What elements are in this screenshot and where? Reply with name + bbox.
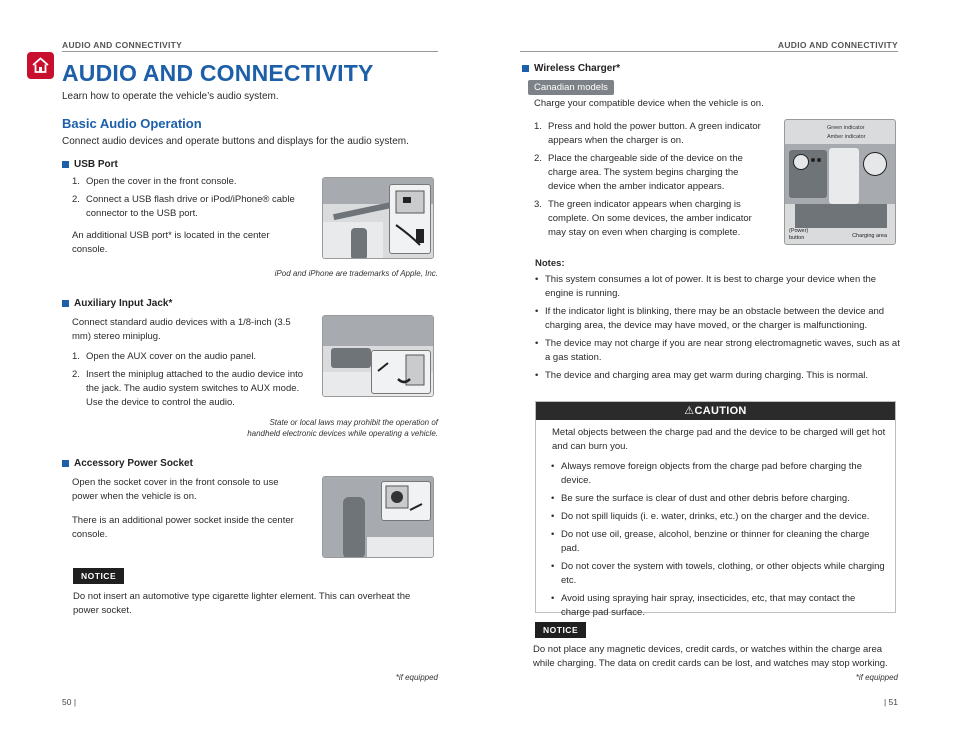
- caution-item: Do not spill liquids (i. e. water, drinks, etc.) on the charger and the device.: [561, 511, 870, 522]
- wireless-heading: [522, 63, 620, 74]
- usb-inset: [389, 184, 431, 254]
- notice-text: Do not insert an automotive type cigarette lighter element. This can overheat the power socket.: [73, 591, 411, 616]
- caution-intro: Metal objects between the charge pad and the device to be charged will get hot and can burn you.: [552, 427, 886, 452]
- list-item: [534, 198, 766, 240]
- section-marker-icon: [62, 161, 69, 168]
- step-text: Open the cover in the front console.: [86, 176, 237, 187]
- usb-body: [72, 175, 312, 257]
- notice-text: Do not place any magnetic devices, credit cards, or watches within the charge area while charging. The data on credit cards can be lost, and watches may stop working.: [533, 644, 888, 669]
- step-number: 1.: [72, 176, 80, 187]
- header-rule: [62, 51, 438, 52]
- section-intro: Connect audio devices and operate buttons and displays for the audio system.: [62, 136, 409, 147]
- accessory-paragraph: There is an additional power socket inside the center console.: [72, 515, 294, 540]
- notice-badge: NOTICE: [73, 568, 124, 584]
- caution-item: Be sure the surface is clear of dust and other debris before charging.: [561, 493, 850, 504]
- right-page: [480, 0, 960, 750]
- step-text: Place the chargeable side of the device on the charge area. The system begins charging the device when the amber indicator appears.: [548, 153, 743, 192]
- list-item: • The device may not charge if you are near strong electromagnetic waves, such as at a gas station.: [535, 338, 900, 363]
- amber-indicator-label: Amber indicator: [827, 134, 866, 140]
- caution-header: [536, 402, 895, 420]
- accessory-heading-label: Accessory Power Socket: [74, 458, 193, 469]
- list-item: • The device and charging area may get warm during charging. This is normal.: [535, 370, 868, 381]
- power-label-line: (Power): [789, 228, 809, 234]
- aux-heading: [62, 298, 172, 309]
- list-item: • Do not cover the system with towels, clothing, or other objects while charging etc.: [551, 561, 885, 586]
- list-item: [72, 175, 312, 189]
- step-text: Insert the miniplug attached to the audio device into the jack. The audio system switches to AUX mode. Use the device to control the audio.: [86, 369, 304, 408]
- amber-led: [817, 158, 821, 162]
- charging-area-icon: [863, 152, 887, 176]
- note-text: This system consumes a lot of power. It is best to charge your device when the engine is running.: [545, 274, 877, 299]
- list-item: [72, 368, 308, 410]
- list-item: [72, 350, 308, 364]
- wireless-steps: [534, 120, 766, 244]
- legal-note-line: State or local laws may prohibit the operation of: [269, 418, 438, 427]
- footnote: *if equipped: [855, 673, 898, 682]
- house-icon: [31, 56, 50, 75]
- notes-heading: Notes:: [535, 258, 565, 269]
- note-text: The device may not charge if you are near strong electromagnetic waves, such as at a gas station.: [545, 338, 900, 363]
- footnote: *if equipped: [395, 673, 438, 682]
- home-icon[interactable]: [27, 52, 54, 79]
- socket-inset: [381, 481, 431, 521]
- running-head: AUDIO AND CONNECTIVITY: [777, 40, 898, 50]
- section-marker-icon: [522, 65, 529, 72]
- intro-text: Learn how to operate the vehicle’s audio system.: [62, 91, 279, 102]
- section-marker-icon: [62, 460, 69, 467]
- caution-label: CAUTION: [694, 405, 747, 417]
- list-item: • Do not spill liquids (i. e. water, drinks, etc.) on the charger and the device.: [551, 511, 870, 522]
- note-text: The device and charging area may get warm during charging. This is normal.: [545, 370, 868, 381]
- step-text: The green indicator appears when charging is complete. On some devices, the amber indicator may stay on even when charging is complete.: [548, 199, 752, 238]
- list-item: • Avoid using spraying hair spray, insecticides, etc, that may contact the charge pad surface.: [551, 592, 886, 620]
- section-title: Basic Audio Operation: [62, 116, 202, 131]
- legal-note-line: handheld electronic devices while operating a vehicle.: [247, 429, 438, 438]
- green-indicator-label: Green indicator: [827, 125, 865, 131]
- section-marker-icon: [62, 300, 69, 307]
- note-text: If the indicator light is blinking, there may be an obstacle between the device and charging area, the device may have moved, or the charger is malfunctioning.: [545, 306, 885, 331]
- page-number: 50 |: [62, 697, 77, 707]
- list-item: • Do not use oil, grease, alcohol, benzine or thinner for cleaning the charge pad.: [551, 528, 886, 556]
- legal-note: [247, 417, 438, 439]
- list-item: [72, 193, 312, 221]
- step-number: 3.: [534, 199, 542, 210]
- caution-item: Avoid using spraying hair spray, insecticides, etc, that may contact the charge pad surface.: [561, 593, 856, 618]
- trademark-note: iPod and iPhone are trademarks of Apple, Inc.: [274, 269, 438, 278]
- wireless-charger-photo: [784, 119, 896, 245]
- aux-paragraph: Connect standard audio devices with a 1/8-inch (3.5 mm) stereo miniplug.: [72, 317, 291, 342]
- caution-item: Do not cover the system with towels, clothing, or other objects while charging etc.: [561, 561, 885, 586]
- step-number: 1.: [72, 351, 80, 362]
- power-socket-photo: [322, 476, 434, 558]
- step-number: 2.: [72, 369, 80, 380]
- page-number: | 51: [883, 697, 898, 707]
- usb-paragraph: An additional USB port* is located in the center console.: [72, 230, 270, 255]
- list-item: • Be sure the surface is clear of dust and other debris before charging.: [551, 493, 850, 504]
- aux-body: [72, 314, 308, 414]
- usb-heading: [62, 159, 118, 170]
- accessory-paragraph: Open the socket cover in the front console to use power when the vehicle is on.: [72, 477, 279, 502]
- usb-port-photo: [322, 177, 434, 259]
- step-text: Connect a USB flash drive or iPod/iPhone® cable connector to the USB port.: [86, 194, 295, 219]
- aux-inset: [371, 350, 431, 394]
- usb-heading-label: USB Port: [74, 159, 118, 170]
- wireless-intro: Charge your compatible device when the vehicle is on.: [534, 98, 764, 109]
- warning-icon: ⚠: [684, 405, 695, 417]
- step-number: 1.: [534, 121, 542, 132]
- wireless-heading-label: Wireless Charger*: [534, 63, 621, 74]
- step-number: 2.: [534, 153, 542, 164]
- step-number: 2.: [72, 194, 80, 205]
- accessory-heading: [62, 458, 193, 469]
- step-text: Press and hold the power button. A green indicator appears when the charger is on.: [548, 121, 761, 146]
- accessory-body: [72, 474, 298, 542]
- power-button-icon: [793, 154, 809, 170]
- list-item: [534, 120, 766, 148]
- aux-jack-photo: [322, 315, 434, 397]
- power-label-line: button: [789, 235, 805, 241]
- green-led: [811, 158, 815, 162]
- notes-list: [535, 273, 900, 387]
- list-item: • If the indicator light is blinking, there may be an obstacle between the device and charging area, the device may have moved, or the charger is malfunctioning.: [535, 305, 900, 333]
- list-item: • This system consumes a lot of power. It is best to charge your device when the engine is running.: [535, 273, 900, 301]
- step-text: Open the AUX cover on the audio panel.: [86, 351, 257, 362]
- caution-body: [551, 424, 886, 624]
- header-rule: [520, 51, 898, 52]
- caution-item: Do not use oil, grease, alcohol, benzine or thinner for cleaning the charge pad.: [561, 529, 870, 554]
- notice-badge: NOTICE: [535, 622, 586, 638]
- charging-area-label: Charging area: [852, 233, 887, 239]
- power-button-label: [789, 228, 808, 242]
- caution-item: Always remove foreign objects from the charge pad before charging the device.: [561, 461, 862, 486]
- aux-heading-label: Auxiliary Input Jack*: [74, 298, 173, 309]
- list-item: [534, 152, 766, 194]
- page-title: AUDIO AND CONNECTIVITY: [62, 60, 374, 86]
- running-head: AUDIO AND CONNECTIVITY: [62, 40, 183, 50]
- caution-box: [535, 401, 896, 618]
- list-item: • Always remove foreign objects from the charge pad before charging the device.: [551, 460, 886, 488]
- canadian-models-badge: Canadian models: [528, 80, 614, 95]
